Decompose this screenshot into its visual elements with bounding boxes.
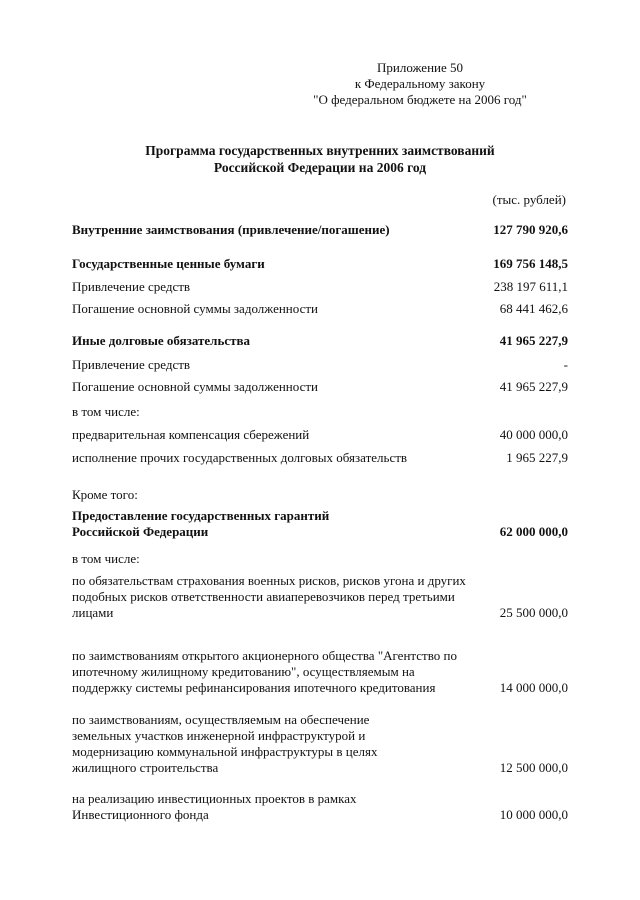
- row-value: 10 000 000,0: [499, 807, 568, 822]
- table-row: [72, 487, 568, 503]
- row-value: 14 000 000,0: [499, 680, 568, 695]
- table-row: [72, 301, 568, 317]
- row-label: на реализацию инвестиционных проектов в рамках Инвестиционного фонда: [72, 791, 357, 822]
- row-value: 12 500 000,0: [499, 760, 568, 775]
- row-value: 41 965 227,9: [499, 379, 568, 394]
- row-label: Кроме того:: [72, 487, 138, 502]
- appendix-header: [270, 60, 570, 108]
- table-row: [72, 791, 568, 823]
- table-row: [72, 256, 568, 272]
- row-value: 68 441 462,6: [499, 301, 568, 316]
- row-label: Предоставление государственных гарантий Российской Федерации: [72, 508, 330, 539]
- appendix-line-3: "О федеральном бюджете на 2006 год": [313, 92, 527, 107]
- table-row: [72, 551, 568, 567]
- row-label: по обязательствам страхования военных рисков, рисков угона и других подобных рисков ответственности авиаперевозчиков перед третьими лицами: [72, 573, 466, 620]
- title-line-1: Программа государственных внутренних заимствований: [145, 143, 495, 158]
- row-value: 62 000 000,0: [499, 524, 568, 539]
- row-value: 1 965 227,9: [506, 450, 568, 465]
- row-label: в том числе:: [72, 551, 140, 566]
- table-row: [72, 333, 568, 349]
- table-row: [72, 573, 568, 621]
- appendix-line-1: Приложение 50: [376, 60, 464, 75]
- row-label: Привлечение средств: [72, 357, 191, 372]
- row-label: исполнение прочих государственных долговых обязательств: [72, 450, 408, 465]
- row-value: 40 000 000,0: [499, 427, 568, 442]
- row-label: по заимствованиям открытого акционерного общества "Агентство по ипотечному жилищному кредитованию", осуществляемым на поддержку системы рефинансирования ипотечного кредитования: [72, 648, 457, 695]
- table-row: [72, 222, 568, 238]
- row-label: в том числе:: [72, 404, 140, 419]
- row-label: по заимствованиям, осуществляемым на обеспечение земельных участков инженерной инфраструктурой и модернизацию коммунальной инфраструктуры в целях жилищного строительства: [72, 712, 378, 775]
- row-label: предварительная компенсация сбережений: [72, 427, 310, 442]
- row-value: 25 500 000,0: [499, 605, 568, 620]
- table-row: [72, 404, 568, 420]
- row-value: 169 756 148,5: [493, 256, 568, 271]
- row-label: Государственные ценные бумаги: [72, 256, 265, 271]
- row-label: Погашение основной суммы задолженности: [72, 379, 318, 394]
- table-row: [72, 427, 568, 443]
- row-value: 41 965 227,9: [499, 333, 568, 348]
- row-value: 238 197 611,1: [493, 279, 568, 294]
- row-label: Иные долговые обязательства: [72, 333, 251, 348]
- document-title: [80, 142, 560, 176]
- table-row: [72, 379, 568, 395]
- table-row: [72, 712, 568, 776]
- table-row: [72, 357, 568, 373]
- table-row: [72, 508, 568, 540]
- row-label: Внутренние заимствования (привлечение/погашение): [72, 222, 390, 237]
- row-value: -: [563, 357, 568, 372]
- row-value: 127 790 920,6: [493, 222, 568, 237]
- table-row: [72, 279, 568, 295]
- table-row: [72, 632, 568, 696]
- units-label: (тыс. рублей): [492, 192, 566, 207]
- title-line-2: Российской Федерации на 2006 год: [213, 160, 427, 175]
- table-row: [72, 450, 568, 466]
- row-label: Погашение основной суммы задолженности: [72, 301, 318, 316]
- row-label: Привлечение средств: [72, 279, 191, 294]
- appendix-line-2: к Федеральному закону: [354, 76, 486, 91]
